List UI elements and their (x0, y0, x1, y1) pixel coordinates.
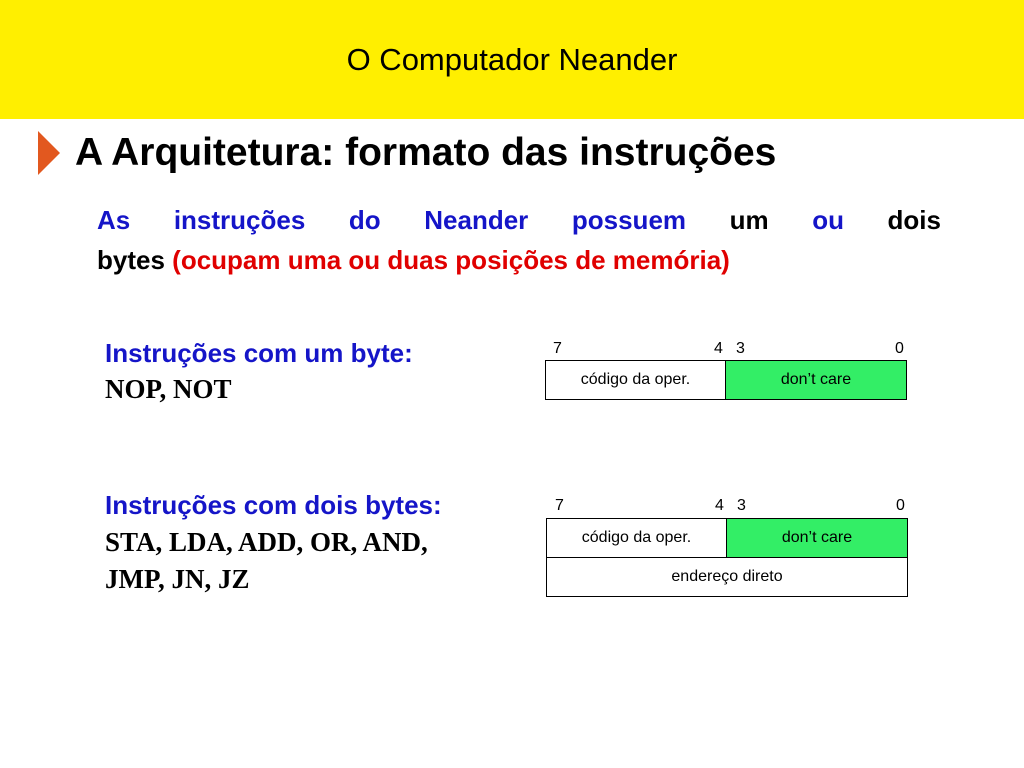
opcode-field: código da oper. (546, 361, 726, 399)
bit-0-label: 0 (895, 340, 904, 357)
bit-4-label: 4 (715, 497, 724, 514)
intro-line-1 (97, 200, 941, 240)
bit-7-label: 7 (555, 497, 564, 514)
dont-care-field: don’t care (726, 361, 906, 399)
two-bytes-instructions (105, 524, 428, 598)
bit-0-label: 0 (896, 497, 905, 514)
intro-word: possuem (571, 205, 687, 235)
intro-word: dois (887, 205, 941, 235)
intro-bytes-word: bytes (97, 245, 165, 275)
one-byte-title: Instruções com um byte: (105, 338, 413, 368)
section-heading: A Arquitetura: formato das instruções (75, 131, 777, 174)
two-bytes-format-byte-1 (546, 518, 908, 558)
bit-4-label: 4 (714, 340, 723, 357)
opcode-field: código da oper. (547, 519, 727, 557)
two-bytes-instructions-line-2: JMP, JN, JZ (105, 564, 250, 594)
two-bytes-instructions-line-1: STA, LDA, ADD, OR, AND, (105, 527, 428, 557)
intro-word: um (729, 205, 769, 235)
one-byte-instructions: NOP, NOT (105, 374, 232, 404)
intro-word: do (348, 205, 381, 235)
intro-memory-note: (ocupam uma ou duas posições de memória) (172, 245, 730, 275)
slide-title: O Computador Neander (346, 42, 678, 77)
intro-word: Neander (424, 205, 529, 235)
intro-word: instruções (173, 205, 306, 235)
two-bytes-title: Instruções com dois bytes: (105, 490, 442, 520)
arrow-bullet-icon (38, 131, 60, 175)
intro-word: As (97, 205, 131, 235)
intro-line-2 (97, 240, 941, 280)
intro-word: ou (812, 205, 844, 235)
dont-care-field: don’t care (727, 519, 907, 557)
address-field: endereço direto (547, 558, 907, 596)
intro-paragraph (97, 200, 941, 280)
title-bar (0, 0, 1024, 119)
two-bytes-format-byte-2 (546, 557, 908, 597)
bit-3-label: 3 (736, 340, 745, 357)
bit-3-label: 3 (737, 497, 746, 514)
bit-7-label: 7 (553, 340, 562, 357)
one-byte-format (545, 360, 907, 400)
